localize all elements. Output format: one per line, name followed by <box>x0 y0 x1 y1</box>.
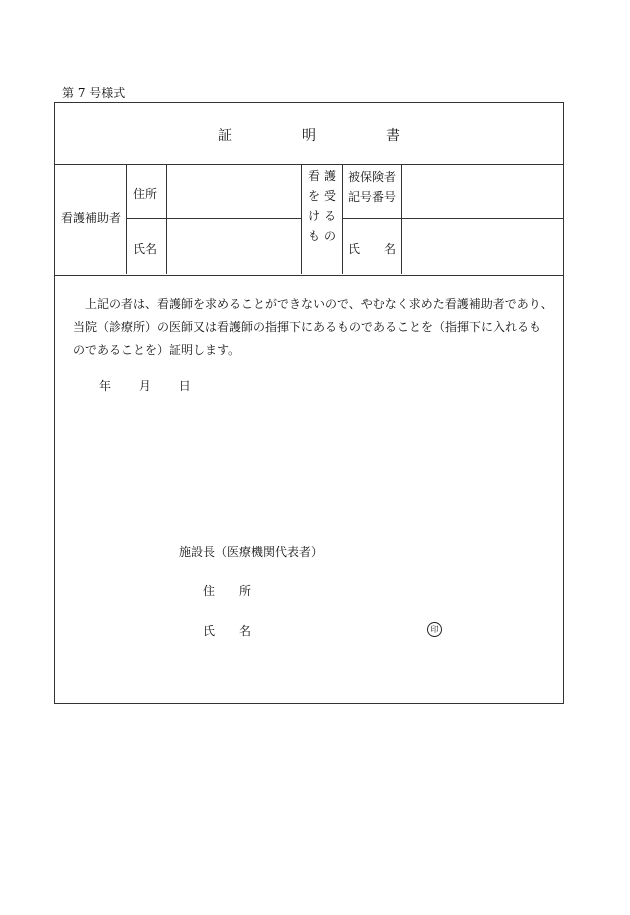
assistant-label: 看護補助者 <box>61 211 122 225</box>
grid-line <box>342 218 563 219</box>
date-line <box>99 377 215 394</box>
address-label: 住所 <box>133 187 158 201</box>
signature-address-label: 住 所 <box>203 584 252 598</box>
recipient-char: る <box>324 209 337 223</box>
recipient-char: け <box>308 209 321 223</box>
title-row <box>55 103 563 165</box>
grid-line <box>342 164 343 274</box>
body-line: のであることを）証明します。 <box>73 343 241 357</box>
grid-line <box>126 218 301 219</box>
certificate-title: 証 明 書 <box>218 128 428 144</box>
grid-line <box>401 164 402 274</box>
recipient-char: の <box>324 229 337 243</box>
signature-name-label: 氏 名 <box>203 624 252 638</box>
signature-title: 施設長（医療機関代表者） <box>179 545 324 559</box>
seal-mark: 印 <box>427 622 442 637</box>
recipient-char: 護 <box>324 169 337 183</box>
date-year: 年 <box>99 379 112 393</box>
insured-label-line2: 記号番号 <box>348 190 397 204</box>
date-day: 日 <box>178 379 191 393</box>
recipient-name-label: 氏 名 <box>348 242 397 256</box>
body-line: 当院（診療所）の医師又は看護師の指揮下にあるものであることを（指揮下に入れるも <box>73 320 542 334</box>
grid-line <box>301 164 302 274</box>
grid-line <box>126 164 127 274</box>
name-label: 氏名 <box>133 242 158 256</box>
recipient-char: 受 <box>324 189 337 203</box>
insured-label-line1: 被保険者 <box>348 170 397 184</box>
recipient-char: も <box>308 229 321 243</box>
certificate-frame <box>54 102 564 704</box>
info-table <box>55 164 563 276</box>
recipient-char: を <box>308 189 321 203</box>
recipient-char: 看 <box>308 169 321 183</box>
body-line: 上記の者は、看護師を求めることができないので、やむなく求めた看護補助者であり、 <box>85 297 553 311</box>
certificate-body <box>73 293 553 362</box>
grid-line <box>166 164 167 274</box>
form-number: 第 7 号様式 <box>62 86 126 100</box>
date-month: 月 <box>138 379 151 393</box>
